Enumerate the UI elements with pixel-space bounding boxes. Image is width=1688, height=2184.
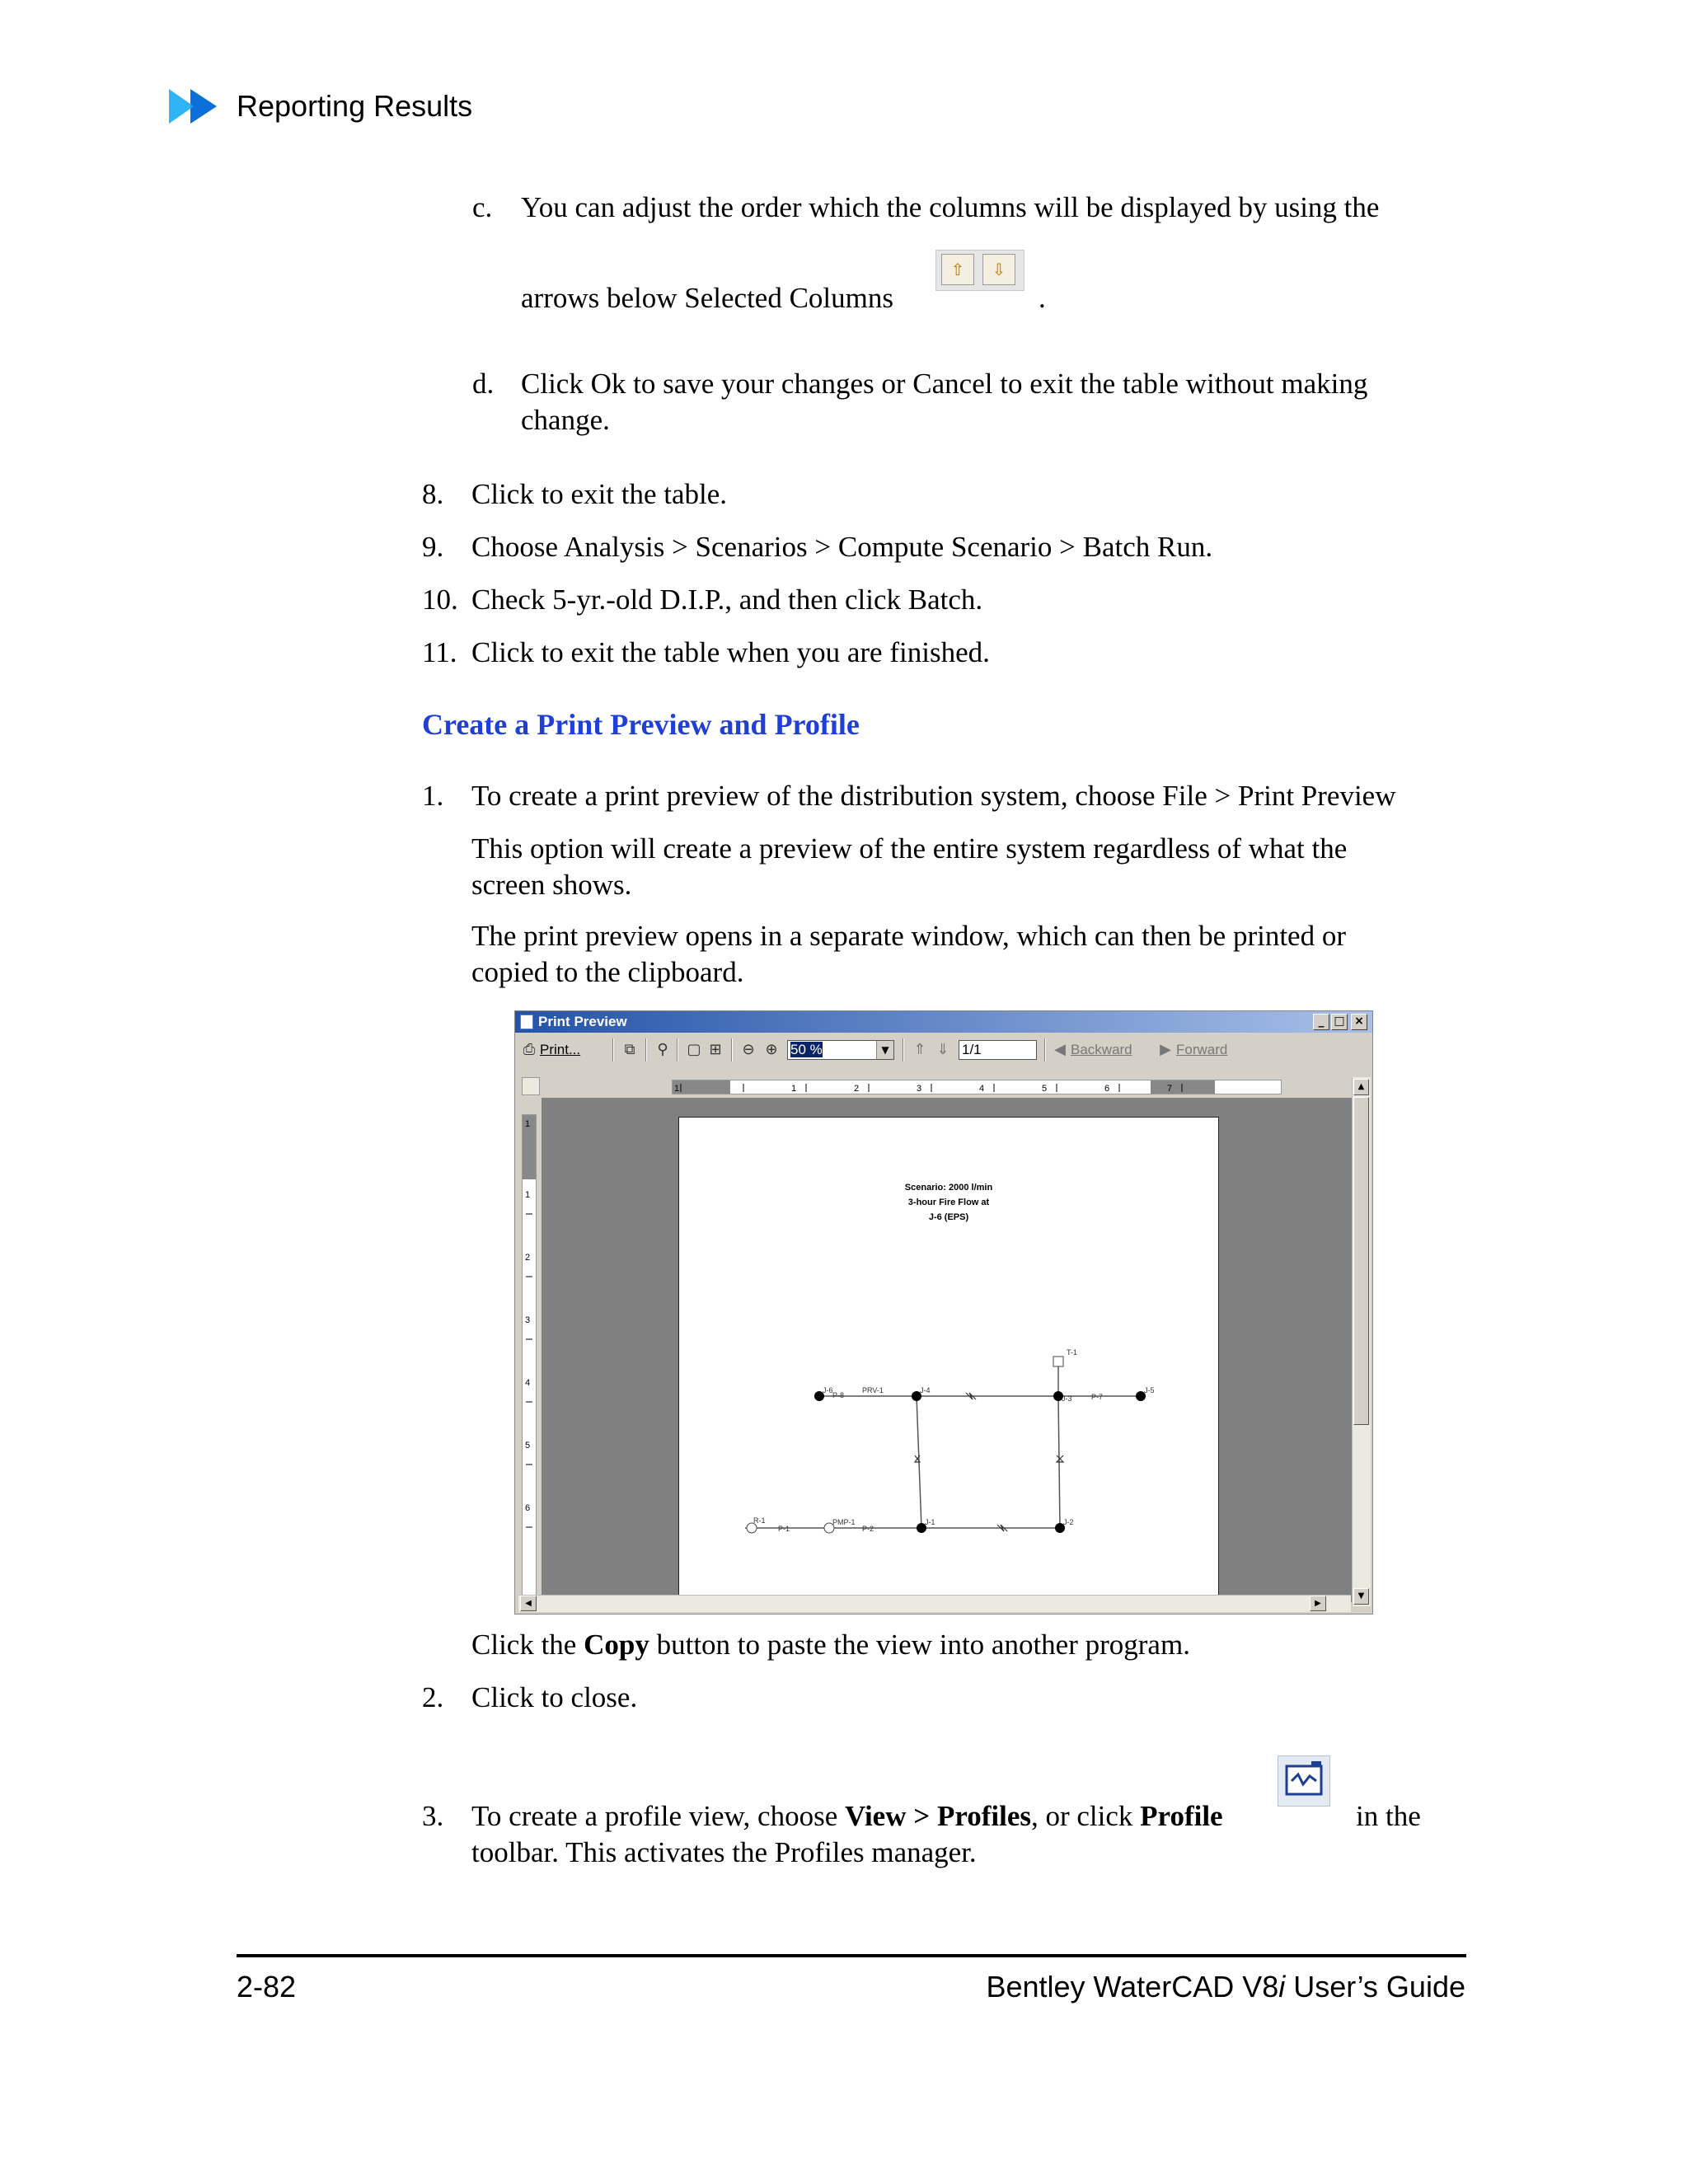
guide-title-post: User’s Guide xyxy=(1285,1970,1465,2004)
step-d-line1: Click Ok to save your changes or Cancel to exit the table without making xyxy=(521,368,1368,400)
svg-text:P-1: P-1 xyxy=(778,1525,790,1533)
print-preview-window xyxy=(514,1010,1373,1615)
step-11-text: Click to exit the table when you are finished. xyxy=(471,636,990,668)
svg-text:1: 1 xyxy=(525,1190,531,1200)
printer-icon[interactable]: ⎙ xyxy=(523,1041,536,1058)
copy-instruction-bold: Copy xyxy=(584,1629,649,1661)
profile-icon xyxy=(1278,1755,1330,1807)
step-c-line2: arrows below Selected Columns xyxy=(521,282,893,314)
tank-label: T-1 xyxy=(1067,1348,1078,1357)
svg-text:4: 4 xyxy=(525,1378,531,1388)
print-preview-toolbar xyxy=(515,1033,1372,1066)
page-up-icon[interactable]: ⇑ xyxy=(913,1041,926,1058)
footer-rule xyxy=(237,1954,1466,1957)
copy-instruction-pre: Click the xyxy=(471,1629,584,1661)
step-3-mid: , or click xyxy=(1030,1800,1141,1832)
running-header-title: Reporting Results xyxy=(237,89,473,123)
step-1-para2-line1: The print preview opens in a separate window, which can then be printed or xyxy=(471,920,1346,952)
forward-arrow-icon[interactable]: ▶ xyxy=(1160,1041,1171,1058)
zoom-value: 50 % xyxy=(790,1042,823,1057)
toolbar-separator xyxy=(612,1038,614,1062)
step-1-marker: 1. xyxy=(422,780,444,812)
step-10-text: Check 5-yr.-old D.I.P., and then click Batch. xyxy=(471,583,983,616)
zoom-select[interactable] xyxy=(787,1040,894,1060)
header-logo-icon xyxy=(169,89,222,124)
step-3-line2: toolbar. This activates the Profiles manager. xyxy=(471,1836,977,1868)
guide-title-pre: Bentley WaterCAD V8 xyxy=(986,1970,1279,2004)
scenario-title-line2: 3-hour Fire Flow at xyxy=(907,1197,990,1207)
scroll-left-icon[interactable]: ◀ xyxy=(520,1596,537,1611)
print-preview-titlebar xyxy=(515,1011,1372,1033)
guide-title xyxy=(986,1970,1465,2004)
ruler-corner xyxy=(522,1077,540,1095)
forward-button[interactable]: Forward xyxy=(1176,1042,1228,1057)
svg-text:6: 6 xyxy=(1104,1084,1110,1094)
svg-text:3: 3 xyxy=(525,1315,531,1325)
svg-text:2: 2 xyxy=(854,1084,860,1094)
zoom-in-icon[interactable]: ⊕ xyxy=(765,1041,778,1058)
close-icon[interactable]: × xyxy=(1351,1014,1367,1030)
svg-text:6: 6 xyxy=(525,1503,531,1513)
svg-text:1: 1 xyxy=(791,1084,797,1094)
zoom-out-icon[interactable]: ⊖ xyxy=(742,1041,755,1058)
step-3-marker: 3. xyxy=(422,1800,444,1832)
step-3-end: in the xyxy=(1356,1800,1421,1832)
svg-text:J-5: J-5 xyxy=(1144,1386,1155,1394)
horizontal-scrollbar[interactable] xyxy=(518,1595,1351,1612)
preview-page xyxy=(678,1117,1219,1611)
svg-text:P-7: P-7 xyxy=(1091,1393,1104,1401)
find-icon[interactable]: ⚲ xyxy=(657,1041,668,1058)
scenario-title-line3: J-6 (EPS) xyxy=(928,1212,969,1222)
guide-title-italic: i xyxy=(1278,1970,1286,2004)
horizontal-ruler xyxy=(672,1080,1282,1094)
step-8-text: Click to exit the table. xyxy=(471,478,728,510)
step-1-para1-line2: screen shows. xyxy=(471,869,632,901)
svg-text:3: 3 xyxy=(917,1084,922,1094)
toolbar-separator xyxy=(903,1038,904,1062)
backward-button[interactable]: Backward xyxy=(1071,1042,1132,1057)
copy-instruction-post: button to paste the view into another program. xyxy=(649,1629,1190,1661)
step-3-pre: To create a profile view, choose xyxy=(471,1800,845,1832)
step-9-marker: 9. xyxy=(422,531,444,563)
step-3-bold-menu: View > Profiles xyxy=(844,1800,1031,1832)
step-c-marker: c. xyxy=(472,191,493,223)
step-1-para1-line1: This option will create a preview of the entire system regardless of what the xyxy=(471,832,1348,865)
step-8-marker: 8. xyxy=(422,478,444,510)
svg-text:5: 5 xyxy=(1042,1084,1048,1094)
svg-text:J-6: J-6 xyxy=(823,1386,833,1394)
step-3-bold-profile: Profile xyxy=(1140,1800,1223,1832)
minimize-icon[interactable]: _ xyxy=(1313,1014,1329,1030)
svg-text:R-1: R-1 xyxy=(753,1516,766,1525)
svg-text:4: 4 xyxy=(979,1084,985,1094)
svg-text:P-8: P-8 xyxy=(832,1391,845,1399)
step-1-text: To create a print preview of the distribution system, choose File > Print Preview xyxy=(471,780,1396,812)
step-3-line1 xyxy=(471,1798,1223,1835)
vertical-scrollbar[interactable] xyxy=(1352,1077,1371,1606)
network-diagram xyxy=(679,1118,1218,1610)
step-2-text: Click to close. xyxy=(471,1681,638,1713)
print-preview-title: Print Preview xyxy=(538,1014,627,1029)
move-up-arrow-icon: ⇧ xyxy=(941,254,974,285)
page-number-field[interactable]: 1/1 xyxy=(959,1040,1037,1060)
back-arrow-icon[interactable]: ◀ xyxy=(1054,1041,1066,1058)
four-page-icon[interactable]: ⊞ xyxy=(709,1041,722,1058)
column-order-buttons xyxy=(935,250,1025,291)
svg-text:P-2: P-2 xyxy=(862,1525,874,1533)
svg-text:J-1: J-1 xyxy=(925,1518,935,1526)
step-d-line2: change. xyxy=(521,404,610,436)
copy-instruction xyxy=(471,1627,1190,1663)
section-heading: Create a Print Preview and Profile xyxy=(422,708,860,741)
chevron-down-icon[interactable]: ▼ xyxy=(876,1041,893,1059)
toolbar-separator xyxy=(731,1038,733,1062)
svg-text:5: 5 xyxy=(525,1441,531,1451)
one-page-icon[interactable]: ▢ xyxy=(687,1041,701,1058)
print-button[interactable]: Print... xyxy=(540,1042,581,1057)
page-down-icon[interactable]: ⇓ xyxy=(936,1041,950,1058)
step-2-marker: 2. xyxy=(422,1681,444,1713)
toolbar-separator xyxy=(677,1038,678,1062)
svg-text:J-3: J-3 xyxy=(1062,1394,1072,1403)
scroll-right-icon[interactable]: ▶ xyxy=(1310,1596,1326,1611)
vertical-ruler xyxy=(522,1114,537,1607)
svg-text:1: 1 xyxy=(674,1084,680,1094)
document-icon xyxy=(520,1015,533,1029)
svg-text:2: 2 xyxy=(525,1253,531,1263)
step-11-marker: 11. xyxy=(422,636,457,668)
prv-label: PRV-1 xyxy=(862,1386,884,1394)
move-down-arrow-icon: ⇩ xyxy=(982,254,1015,285)
copy-icon[interactable]: ⧉ xyxy=(624,1041,635,1058)
page-number: 2-82 xyxy=(237,1970,297,2004)
svg-text:J-2: J-2 xyxy=(1063,1518,1074,1526)
step-c-line1: You can adjust the order which the columns will be displayed by using the xyxy=(521,191,1380,223)
toolbar-separator xyxy=(645,1038,647,1062)
pmp-label: PMP-1 xyxy=(832,1518,856,1526)
scroll-up-icon[interactable]: ▲ xyxy=(1353,1079,1369,1095)
scrollbar-thumb[interactable] xyxy=(1353,1097,1369,1425)
step-9-text: Choose Analysis > Scenarios > Compute Scenario > Batch Run. xyxy=(471,531,1213,563)
step-1-para2-line2: copied to the clipboard. xyxy=(471,956,744,988)
step-c-period: . xyxy=(1039,282,1046,314)
toolbar-separator xyxy=(1044,1038,1046,1062)
maximize-icon[interactable]: □ xyxy=(1331,1014,1348,1030)
svg-text:7: 7 xyxy=(1167,1084,1173,1094)
scenario-title-line1: Scenario: 2000 l/min xyxy=(904,1183,993,1193)
svg-text:1: 1 xyxy=(525,1119,531,1129)
step-d-marker: d. xyxy=(472,368,495,400)
step-10-marker: 10. xyxy=(422,583,458,616)
scroll-down-icon[interactable]: ▼ xyxy=(1353,1588,1369,1605)
svg-text:J-4: J-4 xyxy=(920,1386,931,1394)
